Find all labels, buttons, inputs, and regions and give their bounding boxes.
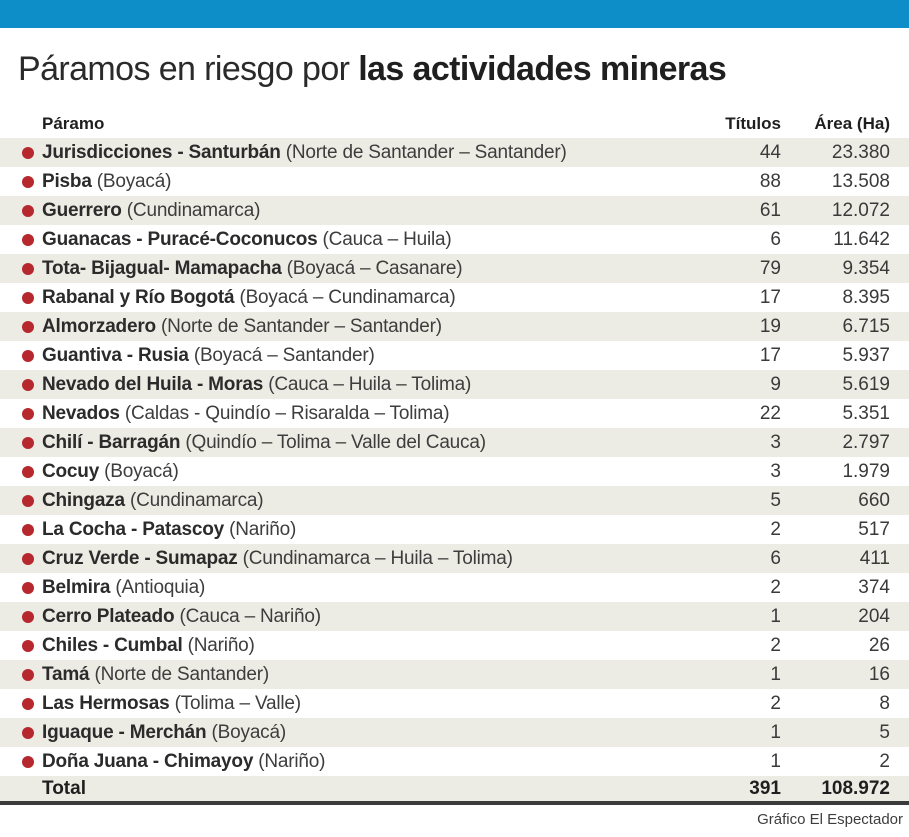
paramo-name: Cocuy [42,460,100,482]
area-value: 2.797 [842,431,890,453]
table-row [0,283,909,312]
area-value: 8.395 [842,286,890,308]
area-value: 5.351 [842,402,890,424]
page-title-bold: las actividades mineras [358,49,727,88]
red-bullet-icon [22,582,34,594]
table-row [0,573,909,602]
red-bullet-icon [22,727,34,739]
table-row [0,312,909,341]
paramo-name: Cerro Plateado [42,605,175,627]
titulos-value: 2 [770,692,781,714]
table-body [0,138,909,776]
area-value: 374 [858,576,890,598]
table-row [0,167,909,196]
red-bullet-icon [22,553,34,565]
area-value: 23.380 [831,141,890,163]
red-bullet-icon [22,292,34,304]
paramo-name: Guantiva - Rusia [42,344,189,366]
paramo-name: Doña Juana - Chimayoy [42,750,254,772]
titulos-value: 2 [770,518,781,540]
paramo-departments: (Nariño) [253,750,326,772]
red-bullet-icon [22,495,34,507]
paramo-departments: (Cundinamarca) [124,489,264,511]
area-value: 12.072 [831,199,890,221]
paramo-name: Cruz Verde - Sumapaz [42,547,238,569]
paramo-name: Almorzadero [42,315,156,337]
page-title [18,50,726,89]
paramo-departments: (Norte de Santander) [89,663,270,685]
titulos-value: 79 [759,257,781,279]
paramo-name: Belmira [42,576,111,598]
paramo-name: Chiles - Cumbal [42,634,183,656]
red-bullet-icon [22,176,34,188]
table-row [0,254,909,283]
table-row [0,631,909,660]
paramo-name: Chilí - Barragán [42,431,181,453]
paramo-departments: (Boyacá – Cundinamarca) [234,286,456,308]
paramos-table [0,110,909,805]
title-bar [0,28,909,110]
top-blue-bar [0,0,909,28]
paramo-departments: (Boyacá) [206,721,286,743]
area-value: 5.937 [842,344,890,366]
red-bullet-icon [22,611,34,623]
paramo-name: Chingaza [42,489,125,511]
titulos-value: 2 [770,576,781,598]
paramo-name: Guerrero [42,199,122,221]
area-value: 660 [858,489,890,511]
titulos-value: 88 [759,170,781,192]
credit-text: Gráfico El Espectador [757,810,903,828]
red-bullet-icon [22,321,34,333]
titulos-value: 44 [759,141,781,163]
area-value: 6.715 [842,315,890,337]
titulos-value: 3 [770,431,781,453]
table-row [0,428,909,457]
paramo-departments: (Boyacá – Santander) [188,344,375,366]
area-value: 5 [879,721,890,743]
column-header-titulos: Títulos [725,114,781,133]
red-bullet-icon [22,669,34,681]
paramo-departments: (Cauca – Nariño) [174,605,321,627]
paramo-departments: (Nariño) [182,634,255,656]
titulos-value: 1 [770,663,781,685]
table-row [0,457,909,486]
area-value: 204 [858,605,890,627]
red-bullet-icon [22,350,34,362]
red-bullet-icon [22,698,34,710]
paramo-name: Tamá [42,663,90,685]
paramo-departments: (Nariño) [224,518,297,540]
paramo-departments: (Boyacá) [99,460,179,482]
paramo-departments: (Boyacá) [91,170,172,192]
titulos-value: 17 [759,344,781,366]
table-total-row [0,776,909,805]
red-bullet-icon [22,234,34,246]
titulos-value: 1 [770,750,781,772]
titulos-value: 6 [770,547,781,569]
column-header-area: Área (Ha) [814,114,890,133]
area-value: 5.619 [842,373,890,395]
paramo-name: Nevados [42,402,120,424]
red-bullet-icon [22,640,34,652]
paramo-departments: (Quindío – Tolima – Valle del Cauca) [180,431,486,453]
paramo-name: Nevado del Huila - Moras [42,373,264,395]
area-value: 517 [858,518,890,540]
table-row [0,515,909,544]
titulos-value: 19 [759,315,781,337]
titulos-value: 6 [770,228,781,250]
paramo-departments: (Cauca – Huila) [317,228,452,250]
titulos-value: 17 [759,286,781,308]
area-value: 9.354 [842,257,890,279]
table-row [0,486,909,515]
paramo-name: Rabanal y Río Bogotá [42,286,235,308]
table-row [0,196,909,225]
red-bullet-icon [22,524,34,536]
paramo-name: Jurisdicciones - Santurbán [42,141,281,163]
area-value: 16 [868,663,890,685]
table-row [0,370,909,399]
page-title-regular: Páramos en riesgo por [18,49,359,88]
paramo-departments: (Tolima – Valle) [169,692,301,714]
red-bullet-icon [22,205,34,217]
area-value: 13.508 [831,170,890,192]
paramo-name: Iguaque - Merchán [42,721,207,743]
paramo-name: Guanacas - Puracé-Coconucos [42,228,318,250]
table-row [0,544,909,573]
credit-bar [0,805,909,833]
area-value: 11.642 [833,228,890,250]
titulos-value: 9 [770,373,781,395]
titulos-value: 3 [770,460,781,482]
titulos-value: 61 [759,199,781,221]
titulos-value: 5 [770,489,781,511]
paramo-departments: (Boyacá – Casanare) [281,257,463,279]
area-value: 411 [859,547,890,569]
paramo-departments: (Cundinamarca – Huila – Tolima) [237,547,513,569]
table-row [0,225,909,254]
red-bullet-icon [22,466,34,478]
paramo-departments: (Cundinamarca) [121,199,261,221]
table-row [0,718,909,747]
red-bullet-icon [22,408,34,420]
titulos-value: 22 [759,402,781,424]
table-row [0,138,909,167]
table-row [0,689,909,718]
red-bullet-icon [22,437,34,449]
table-header-row [0,110,909,138]
paramo-name: Pisba [42,170,92,192]
area-value: 26 [868,634,890,656]
total-area-value: 108.972 [821,777,890,799]
total-titulos-value: 391 [749,777,781,799]
table-row [0,602,909,631]
titulos-value: 1 [770,605,781,627]
paramo-name: La Cocha - Patascoy [42,518,225,540]
table-row [0,660,909,689]
paramo-name: Las Hermosas [42,692,170,714]
total-label: Total [42,777,86,799]
red-bullet-icon [22,756,34,768]
table-row [0,341,909,370]
red-bullet-icon [22,147,34,159]
table-row [0,747,909,776]
area-value: 2 [879,750,890,772]
area-value: 8 [879,692,890,714]
paramo-departments: (Caldas - Quindío – Risaralda – Tolima) [119,402,450,424]
paramo-departments: (Norte de Santander – Santander) [155,315,442,337]
paramo-name: Tota- Bijagual- Mamapacha [42,257,282,279]
titulos-value: 2 [770,634,781,656]
paramo-departments: (Norte de Santander – Santander) [280,141,567,163]
paramo-departments: (Antioquia) [110,576,206,598]
red-bullet-icon [22,263,34,275]
paramo-departments: (Cauca – Huila – Tolima) [263,373,472,395]
area-value: 1.979 [842,460,890,482]
titulos-value: 1 [770,721,781,743]
red-bullet-icon [22,379,34,391]
table-row [0,399,909,428]
column-header-paramo: Páramo [42,114,105,133]
